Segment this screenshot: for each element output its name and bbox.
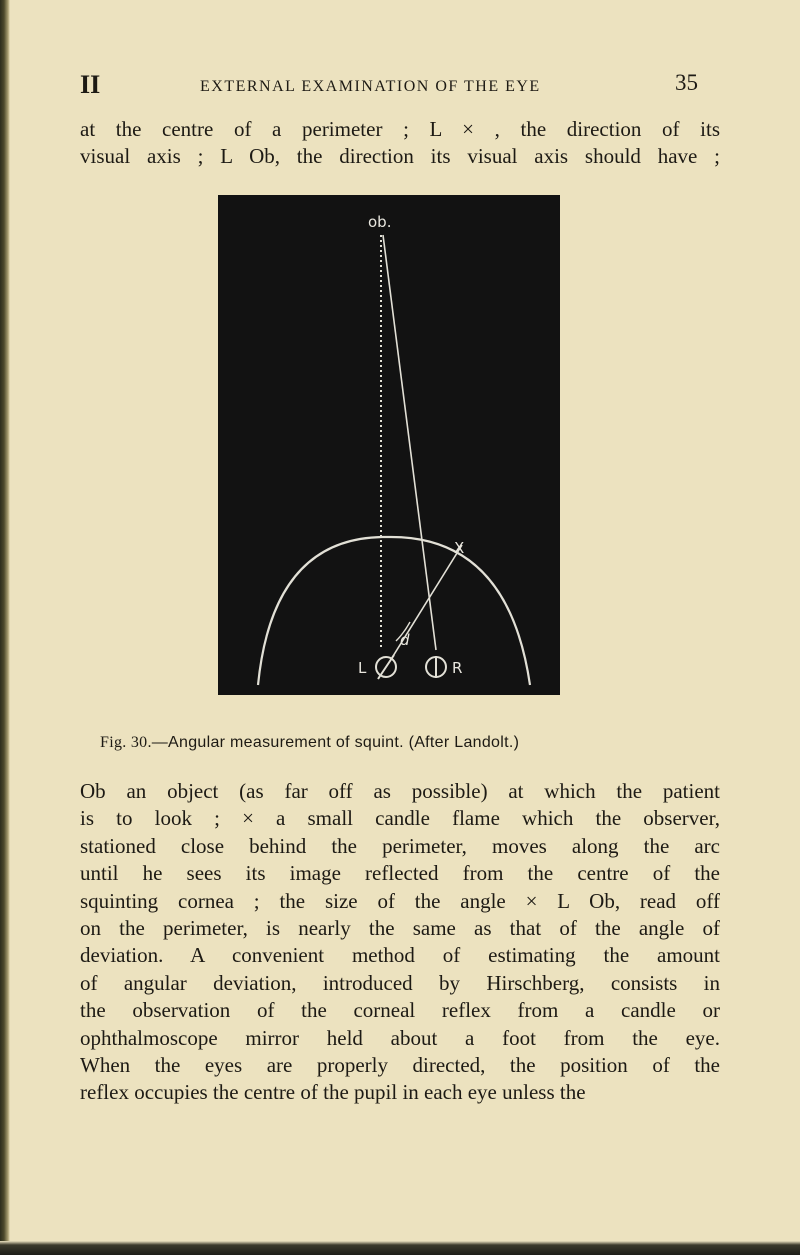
text-line: Ob an object (as far off as possible) at which the patient xyxy=(80,779,720,803)
right-eye-symbol xyxy=(426,656,446,678)
caption-text: —Angular measurement of squint. (After Landolt.) xyxy=(151,734,520,751)
page-number: 35 xyxy=(675,70,698,95)
text-line: of angular deviation, introduced by Hirschberg, consists in xyxy=(80,970,720,995)
text-line: the observation of the corneal reflex from a candle or xyxy=(80,998,720,1023)
text-line: ophthalmoscope mirror held about a foot from the eye. xyxy=(80,1025,720,1050)
text-line: is to look ; × a small candle flame which the observer, xyxy=(80,806,720,831)
text-line: at the centre of a perimeter ; L × , the direction of its xyxy=(80,117,720,141)
label-x: X xyxy=(454,539,465,557)
text-line: stationed close behind the perimeter, moves along the arc xyxy=(80,833,720,858)
text-line: deviation. A convenient method of estimating the amount xyxy=(80,943,720,968)
text-line: until he sees its image reflected from the centre of the xyxy=(80,861,720,886)
figure-caption xyxy=(100,734,700,752)
text-line: reflex occupies the centre of the pupil in each eye unless the xyxy=(80,1080,586,1105)
label-d: d xyxy=(400,631,410,649)
left-eye-symbol xyxy=(376,655,396,679)
caption-number: Fig. 30. xyxy=(100,734,152,751)
line-ob-to-right-eye xyxy=(383,235,436,650)
running-title: EXTERNAL EXAMINATION OF THE EYE xyxy=(200,78,541,95)
text-line: When the eyes are properly directed, the position of the xyxy=(80,1052,720,1077)
label-l: L xyxy=(358,659,367,677)
label-r: R xyxy=(452,659,463,677)
intro-paragraph xyxy=(80,116,720,171)
label-ob: ob. xyxy=(368,213,392,231)
book-spine-edge xyxy=(0,0,10,1255)
figure-30-perimeter-diagram xyxy=(218,195,560,695)
perimeter-diagram xyxy=(218,195,560,695)
text-line: squinting cornea ; the size of the angle × L Ob, read off xyxy=(80,888,720,913)
text-line: visual axis ; L Ob, the direction its visual axis should have ; xyxy=(80,144,720,169)
main-paragraph xyxy=(80,778,720,1107)
text-line: on the perimeter, is nearly the same as that of the angle of xyxy=(80,915,720,940)
chapter-number: II xyxy=(80,70,101,99)
running-head xyxy=(80,70,698,104)
page-bottom-edge xyxy=(0,1241,800,1255)
